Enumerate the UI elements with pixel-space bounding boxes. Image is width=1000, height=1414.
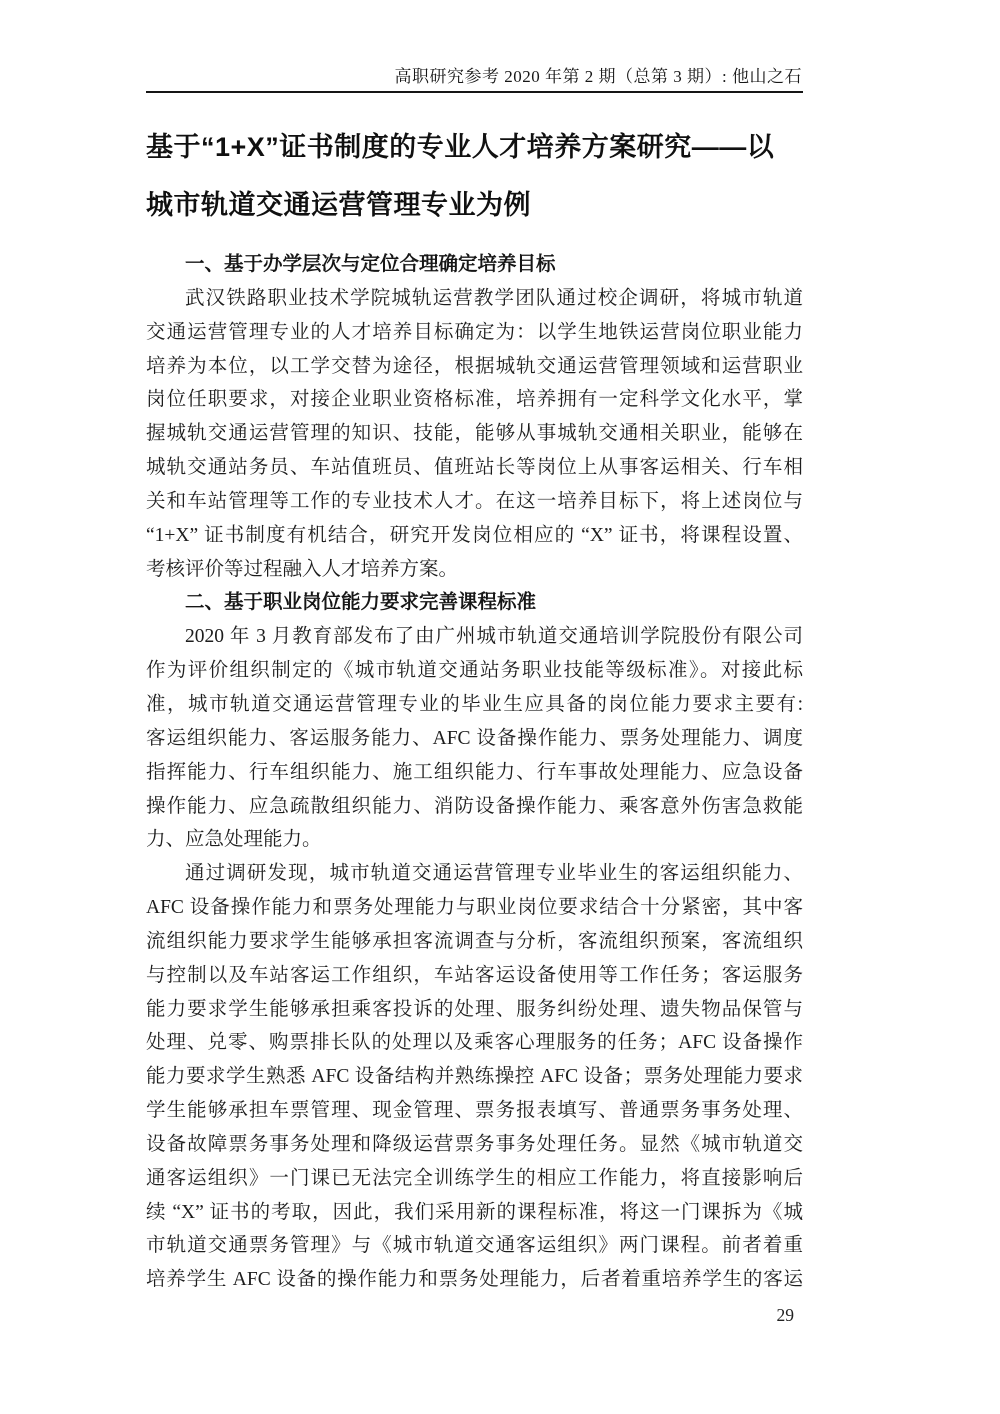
article-title (146, 119, 818, 234)
paragraph-line: 操作能力、应急疏散组织能力、消防设备操作能力、乘客意外伤害急救能 (146, 795, 803, 817)
paragraph (146, 620, 803, 857)
article-body (146, 248, 803, 1297)
paragraph-line: 2020 年 3 月教育部发布了由广州城市轨道交通培训学院股份有限公司 (185, 626, 803, 648)
paragraph-line: 通过调研发现，城市轨道交通运营管理专业毕业生的客运组织能力、 (185, 863, 803, 885)
paragraph-line: 能力要求学生熟悉 AFC 设备结构并熟练操控 AFC 设备；票务处理能力要求 (146, 1066, 803, 1088)
paragraph-line: 指挥能力、行车组织能力、施工组织能力、行车事故处理能力、应急设备 (146, 761, 803, 783)
paragraph-line: 学生能够承担车票管理、现金管理、票务报表填写、普通票务事务处理、 (146, 1100, 803, 1122)
paragraph-line: 握城轨交通运营管理的知识、技能，能够从事城轨交通相关职业，能够在 (146, 423, 803, 445)
paragraph-line: 岗位任职要求，对接企业职业资格标准，培养拥有一定科学文化水平，掌 (146, 389, 803, 411)
running-head: 高职研究参考 2020 年第 2 期（总第 3 期）: 他山之石 (394, 67, 802, 86)
paragraph-line: 关和车站管理等工作的专业技术人才。在这一培养目标下，将上述岗位与 (146, 490, 803, 512)
paragraph-line: 力、应急处理能力。 (146, 829, 322, 851)
article-title-line-2: 城市轨道交通运营管理专业为例 (146, 189, 531, 220)
paragraph (146, 282, 803, 587)
section-heading (146, 248, 803, 282)
paragraph-line: 通客运组织》一门课已无法完全训练学生的相应工作能力，将直接影响后 (146, 1167, 803, 1189)
paragraph-line: 考核评价等过程融入人才培养方案。 (146, 558, 459, 580)
article-title-line-1: 基于“1+X”证书制度的专业人才培养方案研究——以 (146, 132, 775, 162)
paragraph-line: 流组织能力要求学生能够承担客流调查与分析，客流组织预案，客流组织 (146, 930, 803, 952)
header-rule (146, 91, 803, 93)
section-heading-text: 一、基于办学层次与定位合理确定培养目标 (185, 254, 556, 275)
paragraph-line: 市轨道交通票务管理》与《城市轨道交通客运组织》两门课程。前者着重 (146, 1235, 803, 1257)
paragraph (146, 857, 803, 1297)
paragraph-line: AFC 设备操作能力和票务处理能力与职业岗位要求结合十分紧密，其中客 (146, 897, 803, 919)
paragraph-line: 培养为本位，以工学交替为途径，根据城轨交通运营管理领域和运营职业 (146, 355, 803, 377)
paragraph-line: 交通运营管理专业的人才培养目标确定为：以学生地铁运营岗位职业能力 (146, 321, 803, 343)
paragraph-line: 武汉铁路职业技术学院城轨运营教学团队通过校企调研，将城市轨道 (185, 287, 803, 309)
paragraph-line: 准，城市轨道交通运营管理专业的毕业生应具备的岗位能力要求主要有: (146, 693, 803, 715)
paragraph-line: 处理、兑零、购票排长队的处理以及乘客心理服务的任务；AFC 设备操作 (146, 1032, 803, 1054)
paragraph-line: 作为评价组织制定的《城市轨道交通站务职业技能等级标准》。对接此标 (146, 660, 803, 682)
paragraph-line: 续 “X” 证书的考取，因此，我们采用新的课程标准，将这一门课拆为《城 (146, 1201, 803, 1223)
section-heading-text: 二、基于职业岗位能力要求完善课程标准 (185, 592, 537, 614)
paragraph-line: 城轨交通站务员、车站值班员、值班站长等岗位上从事客运相关、行车相 (146, 457, 803, 479)
page-number: 29 (776, 1305, 794, 1325)
paragraph-line: “1+X” 证书制度有机结合，研究开发岗位相应的 “X” 证书，将课程设置、 (146, 524, 803, 546)
paragraph-line: 客运组织能力、客运服务能力、AFC 设备操作能力、票务处理能力、调度 (146, 727, 803, 749)
section-heading (146, 586, 803, 620)
paragraph-line: 设备故障票务事务处理和降级运营票务事务处理任务。显然《城市轨道交 (146, 1133, 803, 1155)
paragraph-line: 与控制以及车站客运工作组织，车站客运设备使用等工作任务；客运服务 (146, 964, 803, 986)
paragraph-line: 能力要求学生能够承担乘客投诉的处理、服务纠纷处理、遗失物品保管与 (146, 998, 803, 1020)
paragraph-line: 培养学生 AFC 设备的操作能力和票务处理能力，后者着重培养学生的客运 (146, 1269, 803, 1291)
